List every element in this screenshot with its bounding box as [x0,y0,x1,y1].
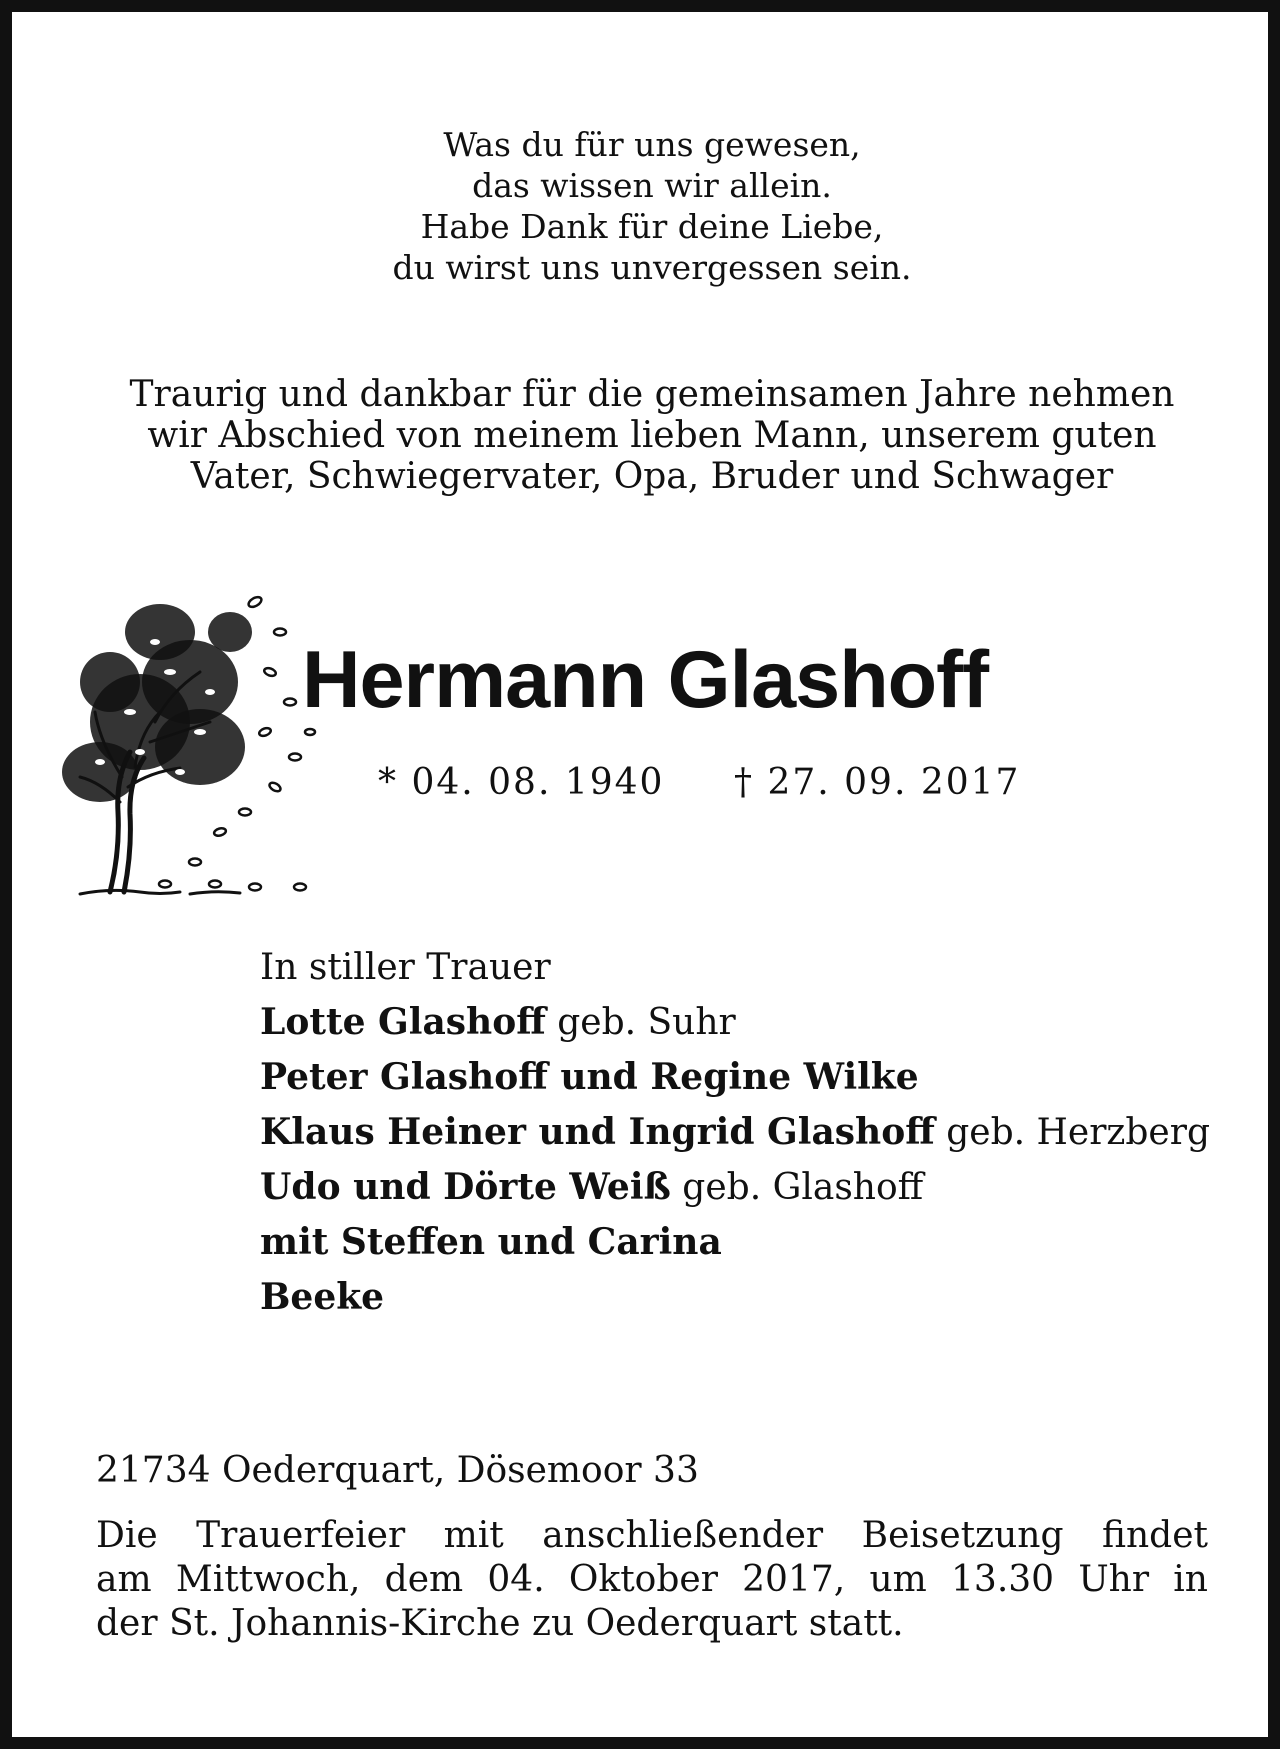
intro-line: wir Abschied von meinem lieben Mann, unserem guten [147,415,1157,456]
mourner-entry [260,1050,1250,1105]
mourner-note: geb. Glashoff [670,1167,924,1208]
intro-line: Vater, Schwiegervater, Opa, Bruder und Schwager [190,456,1114,497]
mourner-entry [260,1160,1250,1215]
mourners-list [260,940,1250,1325]
intro-text [72,374,1232,497]
intro-line: Traurig und dankbar für die gemeinsamen Jahre nehmen [129,374,1175,415]
death-date: † 27. 09. 2017 [734,762,1021,803]
birth-date: * 04. 08. 1940 [378,762,665,803]
service-line: Die Trauerfeier mit anschließender Beisetzung findet [96,1515,1208,1556]
poem [12,124,1280,288]
poem-line: Habe Dank für deine Liebe, [420,207,884,246]
mourner-name: Klaus Heiner und Ingrid Glashoff [260,1111,935,1153]
poem-line: Was du für uns gewesen, [443,125,861,164]
mourner-entry [260,1105,1250,1160]
address: 21734 Oederquart, Dösemoor 33 [96,1450,699,1491]
mourner-name: Peter Glashoff und Regine Wilke [260,1056,919,1098]
deceased-name: Hermann Glashoff [302,635,989,725]
mourner-name: Udo und Dörte Weiß [260,1166,671,1208]
poem-line: du wirst uns unvergessen sein. [392,248,912,287]
mourner-name: Beeke [260,1276,385,1318]
service-line: am Mittwoch, dem 04. Oktober 2017, um 13.30 Uhr in [96,1559,1208,1600]
service-announcement [96,1514,1208,1646]
windblown-tree-icon [40,572,330,912]
service-line: der St. Johannis-Kirche zu Oederquart statt. [96,1603,904,1644]
mourner-note: geb. Suhr [545,1002,736,1043]
mourners-heading: In stiller Trauer [260,947,551,988]
mourner-entry [260,1215,1250,1270]
poem-line: das wissen wir allein. [472,166,832,205]
mourner-name: Lotte Glashoff [260,1001,546,1043]
mourner-name: mit Steffen und Carina [260,1221,722,1263]
mourner-entry [260,995,1250,1050]
mourner-note: geb. Herzberg [934,1112,1210,1153]
mourner-entry [260,1270,1250,1325]
